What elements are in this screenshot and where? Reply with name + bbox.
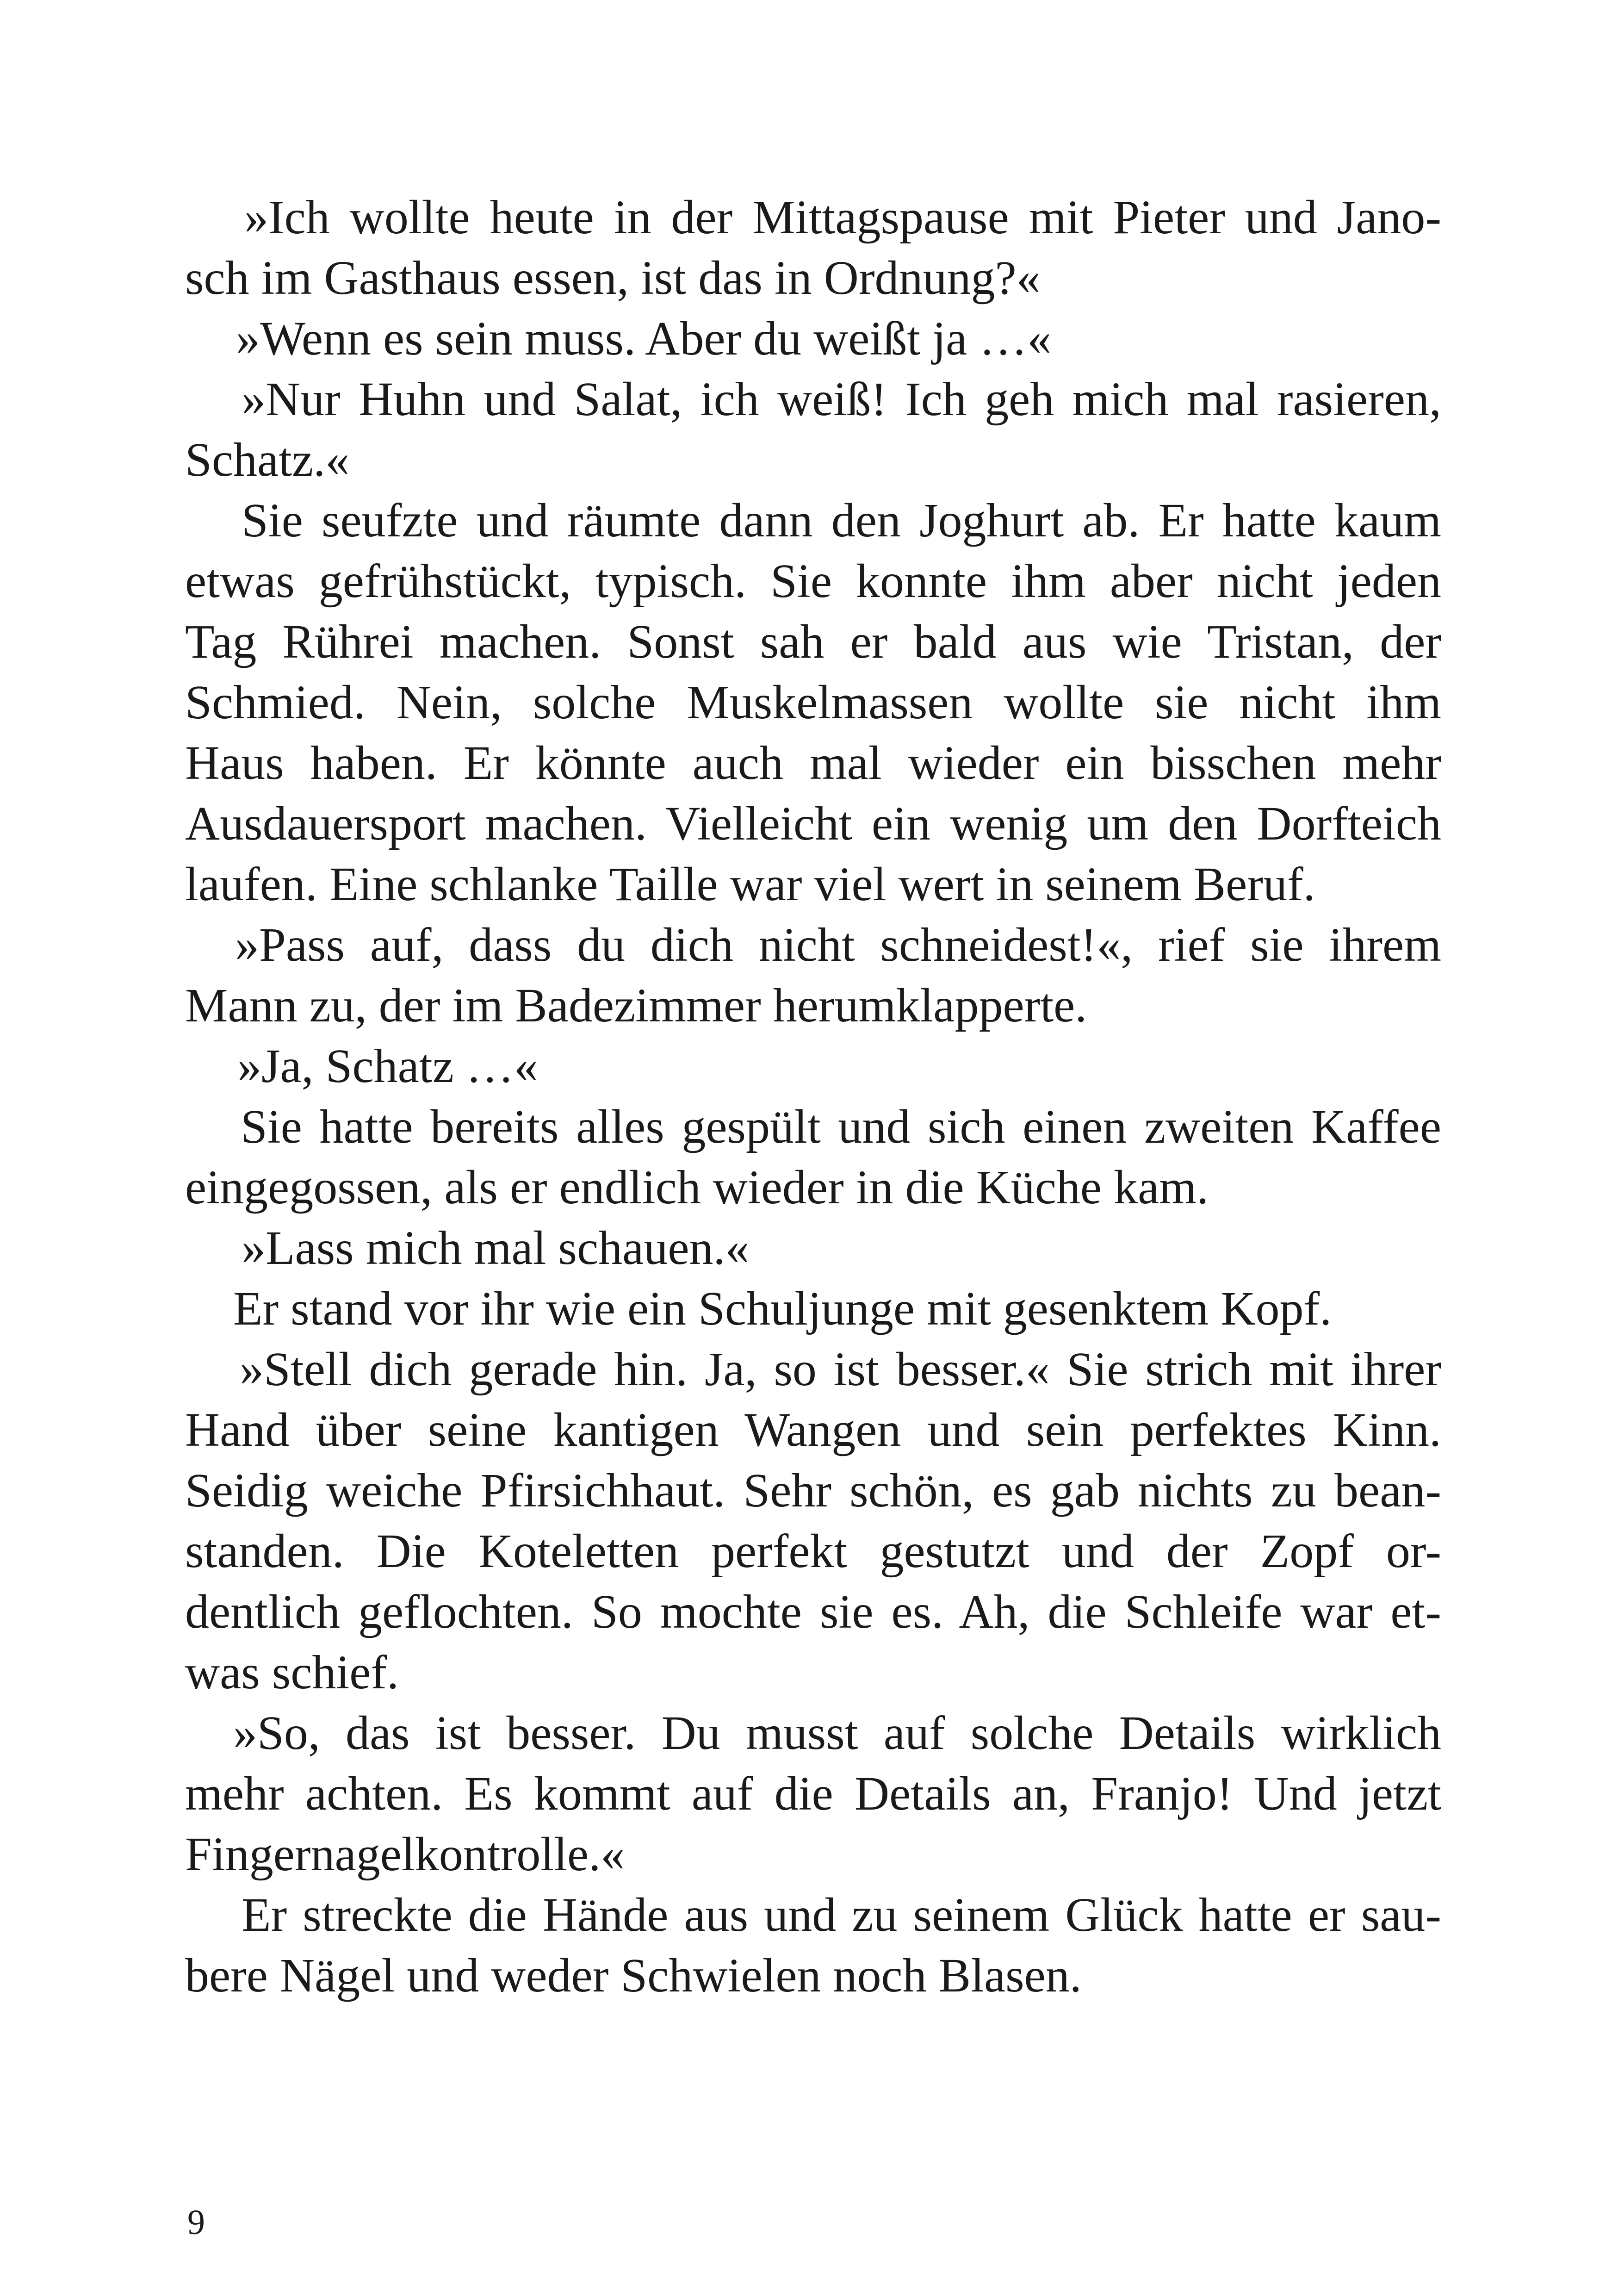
paragraph bbox=[185, 369, 1441, 490]
paragraph bbox=[185, 1339, 1441, 1703]
text-line: Schatz.« bbox=[185, 433, 350, 486]
text-line: was schief. bbox=[185, 1646, 399, 1699]
text-line: Schmied. Nein, solche Muskelmassen wollte sie nicht ihm bbox=[185, 676, 1441, 729]
text-line: Tag Rührei machen. Sonst sah er bald aus wie Tristan, der bbox=[185, 615, 1441, 668]
text-line: Sie hatte bereits alles gespült und sich einen zweiten Kaffee bbox=[241, 1100, 1441, 1153]
paragraph bbox=[185, 1096, 1441, 1218]
text-line: Sie seufzte und räumte dann den Joghurt ab. Er hatte kaum bbox=[242, 494, 1441, 547]
text-line: »Pass auf, dass du dich nicht schneidest!«, rief sie ihrem bbox=[235, 918, 1441, 971]
text-line: »Nur Huhn und Salat, ich weiß! Ich geh mich mal rasieren, bbox=[242, 373, 1441, 426]
text-line: Ausdauersport machen. Vielleicht ein wenig um den Dorfteich bbox=[185, 797, 1441, 850]
body-text bbox=[185, 187, 1441, 2006]
text-line: etwas gefrühstückt, typisch. Sie konnte ihm aber nicht jeden bbox=[185, 554, 1441, 608]
paragraph bbox=[185, 1885, 1441, 2006]
page-number: 9 bbox=[187, 2203, 205, 2242]
paragraph bbox=[185, 1218, 1441, 1278]
paragraph bbox=[185, 1278, 1441, 1339]
text-line: dentlich geflochten. So mochte sie es. Ah, die Schleife war et- bbox=[185, 1585, 1441, 1638]
paragraph bbox=[185, 1703, 1441, 1885]
text-line: sch im Gasthaus essen, ist das in Ordnung?« bbox=[185, 251, 1041, 305]
text-line: bere Nägel und weder Schwielen noch Blasen. bbox=[185, 1949, 1082, 2002]
text-line: eingegossen, als er endlich wieder in die Küche kam. bbox=[185, 1161, 1209, 1214]
text-line: Hand über seine kantigen Wangen und sein perfektes Kinn. bbox=[185, 1403, 1441, 1456]
paragraph bbox=[185, 187, 1441, 308]
text-line: Seidig weiche Pfirsichhaut. Sehr schön, es gab nichts zu bean- bbox=[185, 1464, 1441, 1517]
text-line: Er stand vor ihr wie ein Schuljunge mit gesenktem Kopf. bbox=[233, 1282, 1332, 1335]
paragraph bbox=[185, 490, 1441, 915]
text-line: standen. Die Koteletten perfekt gestutzt und der Zopf or- bbox=[185, 1524, 1441, 1578]
paragraph bbox=[185, 1036, 1441, 1096]
text-line: mehr achten. Es kommt auf die Details an, Franjo! Und jetzt bbox=[185, 1767, 1441, 1820]
text-line: »Stell dich gerade hin. Ja, so ist besser.« Sie strich mit ihrer bbox=[240, 1343, 1441, 1396]
text-line: »Ich wollte heute in der Mittagspause mit Pieter und Jano- bbox=[244, 191, 1441, 244]
paragraph bbox=[185, 308, 1441, 369]
text-line: laufen. Eine schlanke Taille war viel wert in seinem Beruf. bbox=[185, 858, 1315, 911]
text-line: »Wenn es sein muss. Aber du weißt ja …« bbox=[236, 312, 1052, 365]
text-line: Haus haben. Er könnte auch mal wieder ein bisschen mehr bbox=[185, 736, 1441, 790]
text-line: »So, das ist besser. Du musst auf solche Details wirklich bbox=[233, 1706, 1441, 1760]
text-line: »Ja, Schatz …« bbox=[237, 1039, 538, 1093]
text-line: Mann zu, der im Badezimmer herumklapperte. bbox=[185, 979, 1087, 1032]
text-line: »Lass mich mal schauen.« bbox=[242, 1221, 750, 1275]
paragraph bbox=[185, 915, 1441, 1036]
text-line: Er streckte die Hände aus und zu seinem Glück hatte er sau- bbox=[242, 1888, 1441, 1941]
text-line: Fingernagelkontrolle.« bbox=[185, 1828, 625, 1881]
